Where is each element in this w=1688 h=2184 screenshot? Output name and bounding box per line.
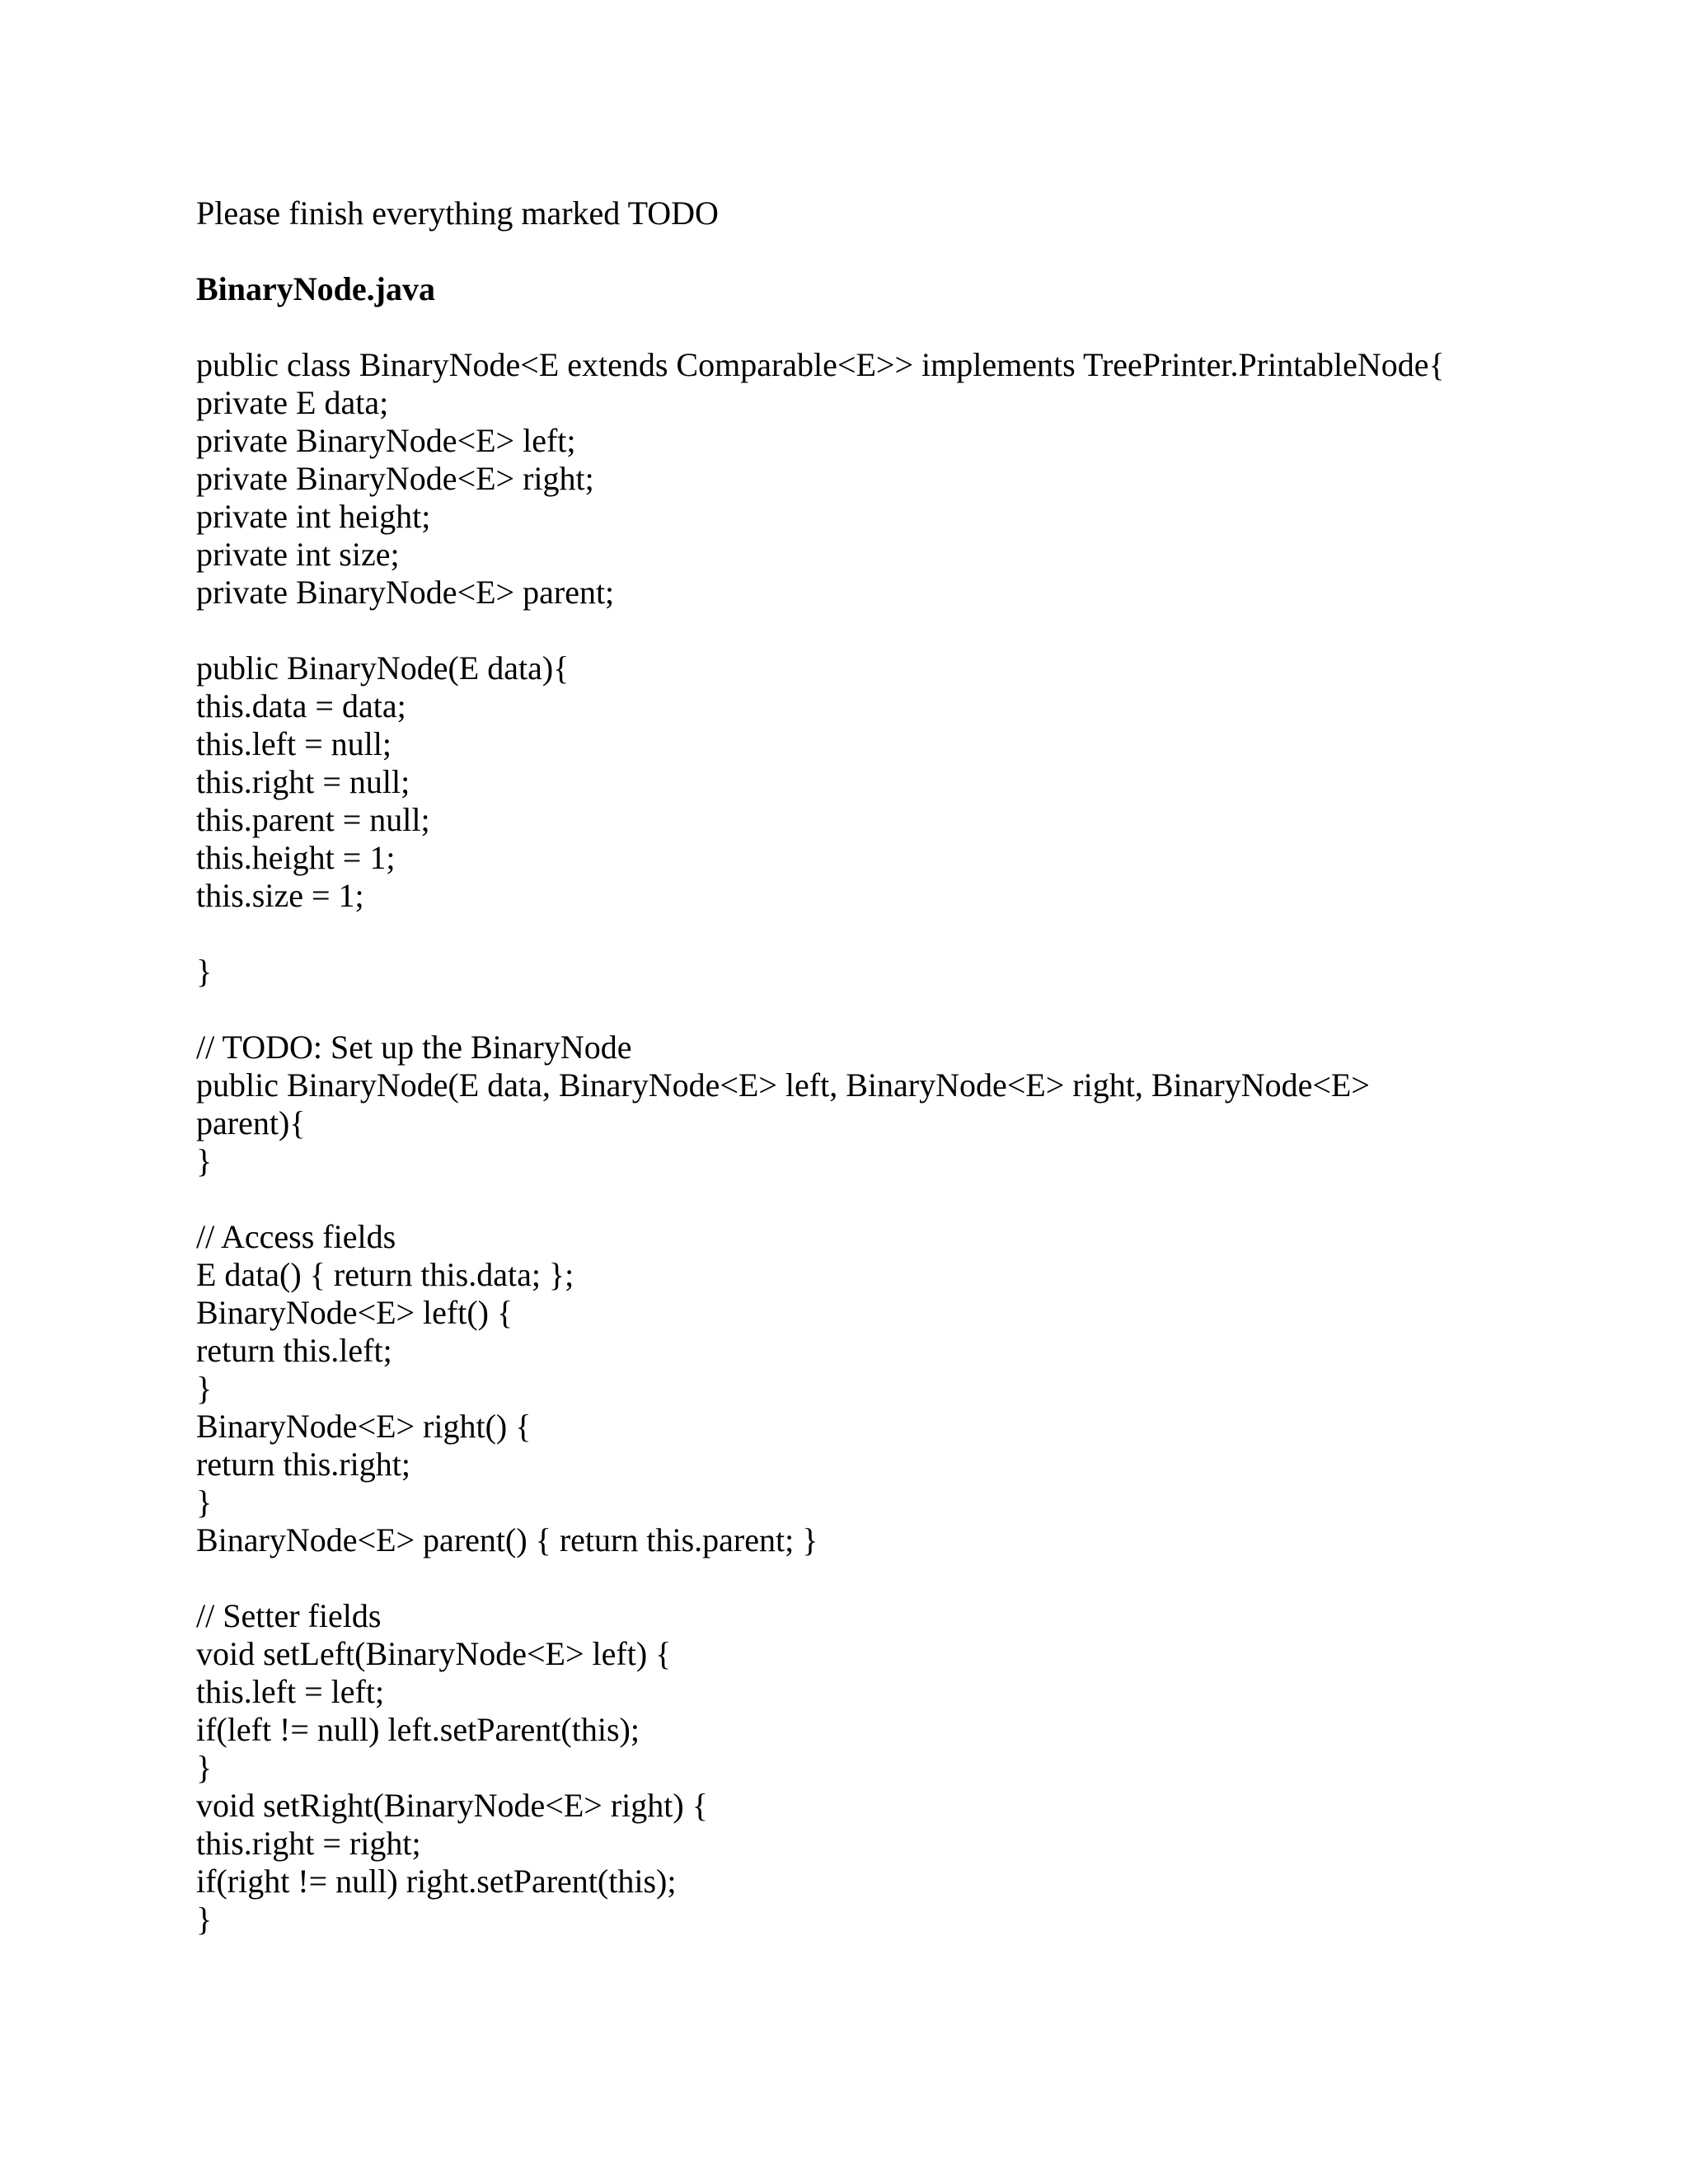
code-line: return this.right; bbox=[196, 1446, 410, 1483]
code-line: parent){ bbox=[196, 1104, 306, 1141]
blank-line bbox=[196, 1559, 1515, 1597]
code-line: private BinaryNode<E> right; bbox=[196, 460, 594, 497]
code-line: BinaryNode<E> left() { bbox=[196, 1294, 513, 1331]
code-block-todo-constructor bbox=[196, 1029, 1515, 1180]
code-line: if(left != null) left.setParent(this); bbox=[196, 1711, 640, 1748]
code-comment: // Access fields bbox=[196, 1218, 396, 1255]
code-line: this.right = right; bbox=[196, 1825, 421, 1862]
intro-text: Please finish everything marked TODO bbox=[196, 194, 719, 232]
code-line: private E data; bbox=[196, 384, 389, 421]
code-line: this.size = 1; bbox=[196, 877, 364, 914]
code-comment: // TODO: Set up the BinaryNode bbox=[196, 1029, 632, 1066]
blank-line bbox=[196, 1180, 1515, 1218]
code-line: private BinaryNode<E> left; bbox=[196, 422, 576, 459]
code-block-closing-brace bbox=[196, 953, 1515, 991]
blank-line bbox=[196, 308, 1515, 346]
code-line: this.left = null; bbox=[196, 725, 392, 762]
code-line: this.parent = null; bbox=[196, 801, 430, 838]
code-line: this.data = data; bbox=[196, 687, 406, 724]
code-line: BinaryNode<E> parent() { return this.parent; } bbox=[196, 1521, 818, 1558]
code-line: } bbox=[196, 953, 213, 990]
blank-line bbox=[196, 612, 1515, 649]
file-heading: BinaryNode.java bbox=[196, 270, 435, 307]
code-line: BinaryNode<E> right() { bbox=[196, 1408, 532, 1445]
code-line: private BinaryNode<E> parent; bbox=[196, 574, 615, 611]
code-comment: // Setter fields bbox=[196, 1597, 382, 1634]
blank-line bbox=[196, 232, 1515, 270]
code-line: } bbox=[196, 1142, 213, 1179]
code-line: public BinaryNode(E data){ bbox=[196, 649, 570, 687]
code-line: this.height = 1; bbox=[196, 839, 396, 876]
code-block-constructor bbox=[196, 649, 1515, 915]
code-line: E data() { return this.data; }; bbox=[196, 1256, 574, 1293]
code-line: this.right = null; bbox=[196, 763, 410, 800]
code-block-setters bbox=[196, 1597, 1515, 1938]
code-line: } bbox=[196, 1900, 213, 1938]
code-line: void setLeft(BinaryNode<E> left) { bbox=[196, 1635, 672, 1672]
code-line: return this.left; bbox=[196, 1332, 392, 1369]
code-line: } bbox=[196, 1749, 213, 1786]
code-line: private int size; bbox=[196, 536, 400, 573]
blank-line bbox=[196, 915, 1515, 953]
code-line: public BinaryNode(E data, BinaryNode<E> left, BinaryNode<E> right, BinaryNode<E> bbox=[196, 1066, 1370, 1104]
code-line: if(right != null) right.setParent(this); bbox=[196, 1863, 677, 1900]
code-line: private int height; bbox=[196, 498, 431, 535]
code-line: } bbox=[196, 1483, 213, 1521]
code-line: public class BinaryNode<E extends Comparable<E>> implements TreePrinter.PrintableNode{ bbox=[196, 346, 1445, 383]
code-line: this.left = left; bbox=[196, 1673, 385, 1710]
code-block-accessors bbox=[196, 1218, 1515, 1559]
blank-line bbox=[196, 991, 1515, 1029]
code-line: } bbox=[196, 1370, 213, 1407]
code-line: void setRight(BinaryNode<E> right) { bbox=[196, 1787, 708, 1824]
document-body bbox=[196, 194, 1515, 1938]
code-block-fields bbox=[196, 346, 1515, 612]
